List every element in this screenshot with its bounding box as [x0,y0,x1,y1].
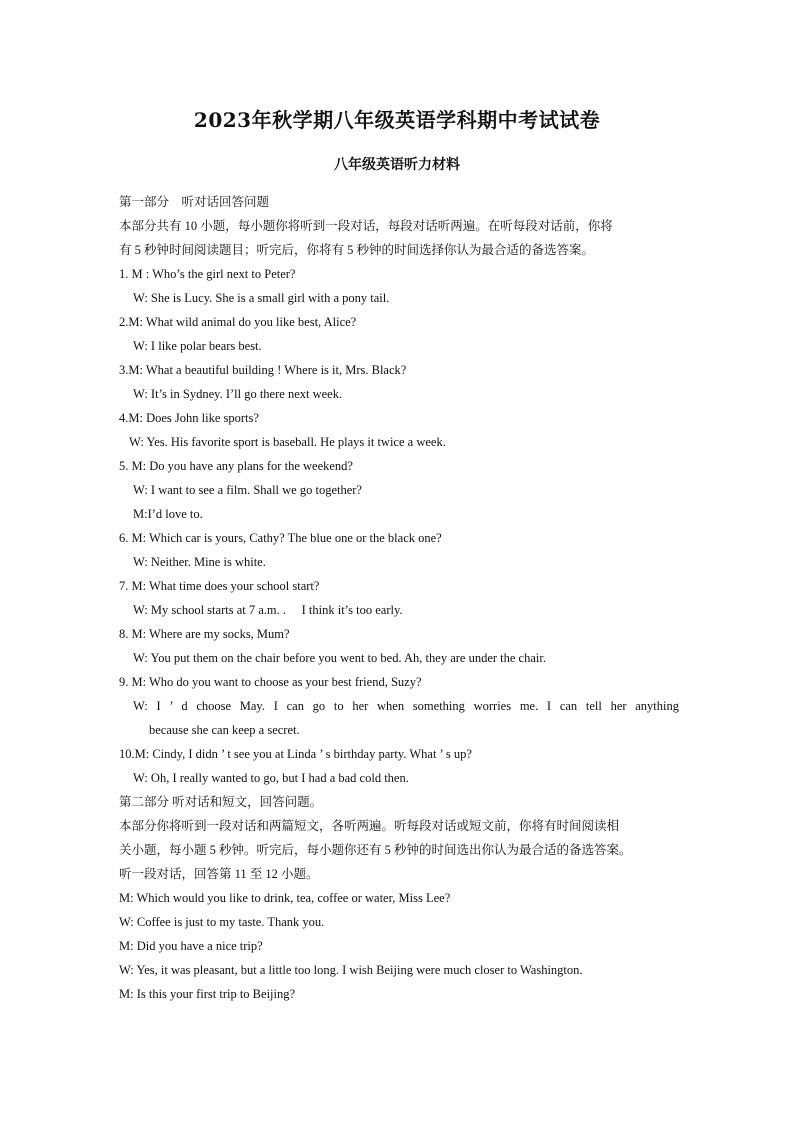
part2-sub-heading: 听一段对话，回答第 11 至 12 小题。 [119,867,319,881]
document-body [119,190,679,1006]
part2-intro-line-2: 关小题，每小题 5 秒钟。听完后，每小题你还有 5 秒钟的时间选出你认为最合适的备选答案。 [119,843,632,857]
dialogue-line: W: Neither. Mine is white. [133,555,266,569]
dialogue-line: M:I’d love to. [133,507,203,521]
dialogue-line: 9. M: Who do you want to choose as your best friend, Suzy? [119,675,422,689]
dialogue-line: because she can keep a secret. [149,723,300,737]
dialogue-line: W: I like polar bears best. [133,339,262,353]
dialogue-line: W: My school starts at 7 a.m. . I think it’s too early. [133,603,403,617]
dialogue-line: 4.M: Does John like sports? [119,411,259,425]
dialogue-line: 3.M: What a beautiful building ! Where is it, Mrs. Black? [119,363,407,377]
dialogue-line: W: Yes, it was pleasant, but a little too long. I wish Beijing were much closer to Washington. [119,963,583,977]
dialogue-line: M: Is this your first trip to Beijing? [119,987,296,1001]
dialogue-line: W: Oh, I really wanted to go, but I had a bad cold then. [133,771,409,785]
part1-heading: 第一部分 听对话回答问题 [119,195,270,209]
page-title: 2023年秋学期八年级英语学科期中考试试卷 [193,108,601,132]
dialogue-line: M: Which would you like to drink, tea, coffee or water, Miss Lee? [119,891,451,905]
part2-heading: 第二部分 听对话和短文，回答问题。 [119,795,323,809]
dialogue-line: 10.M: Cindy, I didn ’ t see you at Linda ’ s birthday party. What ’ s up? [119,747,472,761]
dialogue-line: W: You put them on the chair before you went to bed. Ah, they are under the chair. [133,651,546,665]
dialogue-line: 6. M: Which car is yours, Cathy? The blue one or the black one? [119,531,442,545]
dialogue-line: W: Coffee is just to my taste. Thank you. [119,915,325,929]
dialogue-line: 1. M : Who’s the girl next to Peter? [119,267,296,281]
part2-intro-line-1: 本部分你将听到一段对话和两篇短文，各听两遍。听每段对话或短文前，你将有时间阅读相 [119,819,620,833]
dialogue-line: W: I want to see a film. Shall we go together? [133,483,362,497]
page-subtitle: 八年级英语听力材料 [334,157,460,173]
part1-intro-line-1: 本部分共有 10 小题，每小题你将听到一段对话，每段对话听两遍。在听每段对话前，你将 [119,219,613,233]
dialogue-line: W: It’s in Sydney. I’ll go there next week. [133,387,343,401]
dialogue-line: 5. M: Do you have any plans for the weekend? [119,459,353,473]
dialogue-line: M: Did you have a nice trip? [119,939,263,953]
dialogue-line: 7. M: What time does your school start? [119,579,320,593]
dialogue-line: W: I ’ d choose May. I can go to her when something worries me. I can tell her anything [133,699,679,713]
dialogue-line: W: Yes. His favorite sport is baseball. He plays it twice a week. [129,435,446,449]
part1-intro-line-2: 有 5 秒钟时间阅读题目；听完后，你将有 5 秒钟的时间选择你认为最合适的备选答案。 [119,243,595,257]
dialogue-line: 2.M: What wild animal do you like best, Alice? [119,315,357,329]
dialogue-line: W: She is Lucy. She is a small girl with a pony tail. [133,291,390,305]
dialogue-line: 8. M: Where are my socks, Mum? [119,627,290,641]
